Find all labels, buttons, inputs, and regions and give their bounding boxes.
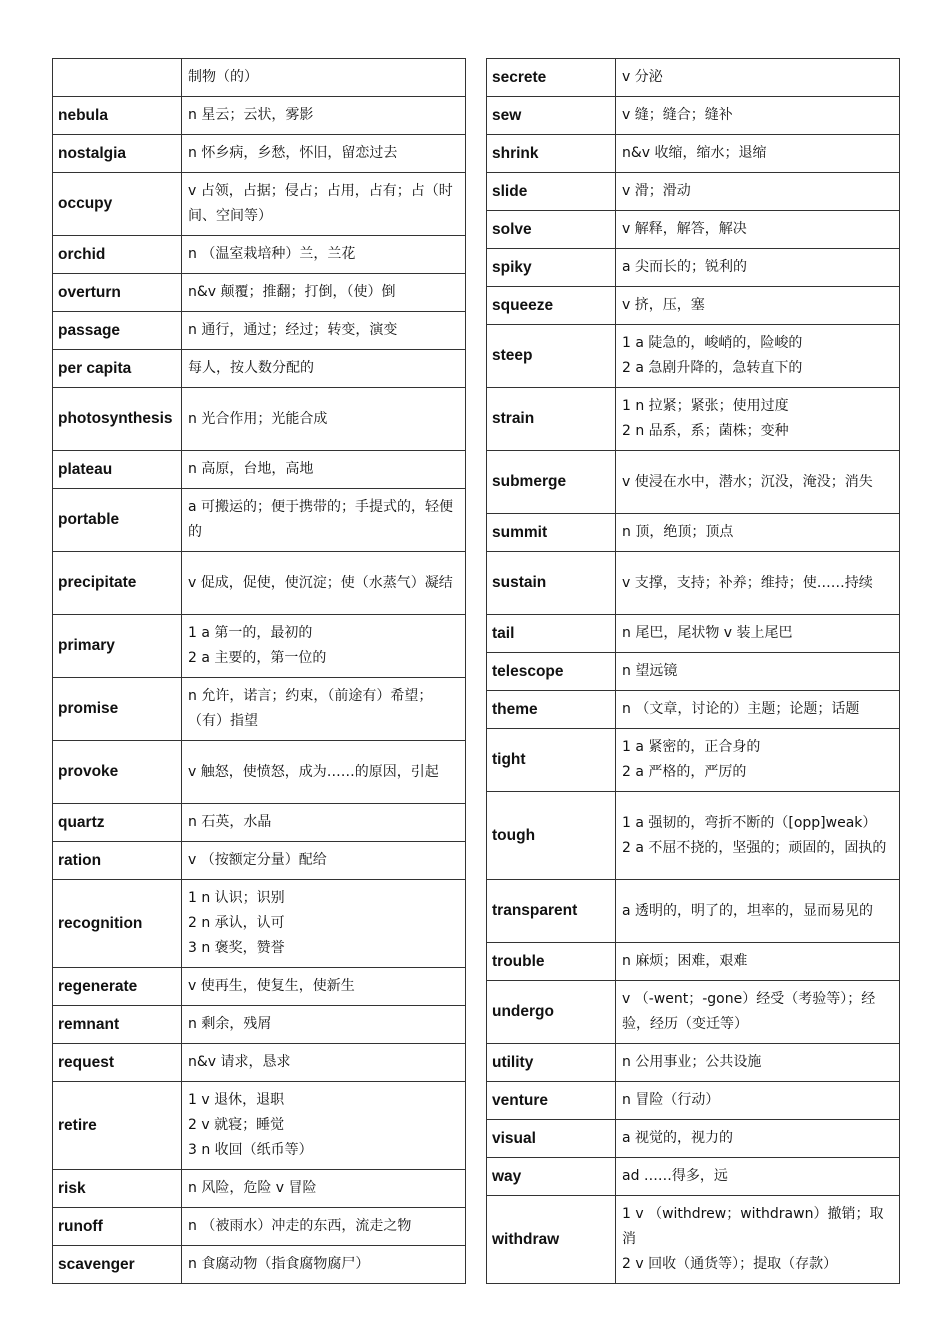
vocab-row	[487, 325, 900, 388]
definition-line: 每人，按人数分配的	[188, 360, 314, 376]
definition-line: a 视觉的，视力的	[622, 1130, 734, 1146]
vocab-row	[53, 1044, 466, 1082]
vocab-word: plateau	[53, 451, 182, 489]
vocab-word: promise	[53, 678, 182, 741]
vocab-row	[487, 287, 900, 325]
definition-line: 2 n 承认，认可	[188, 915, 285, 931]
vocab-row	[487, 514, 900, 552]
definition-line: 1 n 认识；识别	[188, 890, 285, 906]
vocab-row	[53, 968, 466, 1006]
vocab-word: summit	[487, 514, 616, 552]
vocab-word: risk	[53, 1170, 182, 1208]
definition-line: 1 n 拉紧；紧张；使用过度	[622, 398, 789, 414]
vocab-definition	[182, 312, 466, 350]
vocab-word: primary	[53, 615, 182, 678]
vocab-definition	[616, 1044, 900, 1082]
definition-line: n （文章，讨论的）主题；论题；话题	[622, 701, 860, 717]
definition-line: v 触怒，使愤怒，成为……的原因，引起	[188, 763, 439, 780]
vocab-definition	[182, 741, 466, 804]
vocab-word: nebula	[53, 97, 182, 135]
vocab-row	[53, 552, 466, 615]
definition-line: 1 a 强韧的，弯折不断的（[opp]weak）	[622, 814, 877, 831]
vocab-row	[487, 615, 900, 653]
vocab-row	[487, 552, 900, 615]
definition-line: n 剩余，残屑	[188, 1016, 272, 1032]
definition-line: 2 a 严格的，严厉的	[622, 764, 747, 780]
vocab-word: venture	[487, 1082, 616, 1120]
vocab-row	[487, 1120, 900, 1158]
vocab-definition	[616, 615, 900, 653]
definition-line: v （-went；-gone）经受（考验等）；经验，经历（变迁等）	[622, 991, 876, 1032]
vocab-row	[487, 211, 900, 249]
vocab-definition	[616, 514, 900, 552]
vocab-row	[53, 135, 466, 173]
vocab-word: withdraw	[487, 1196, 616, 1284]
vocab-definition	[616, 325, 900, 388]
vocab-row	[487, 880, 900, 943]
vocab-row	[53, 97, 466, 135]
definition-line: ad ……得多，远	[622, 1168, 728, 1184]
vocab-definition	[616, 691, 900, 729]
vocab-word: steep	[487, 325, 616, 388]
definition-line: 3 n 褒奖，赞誉	[188, 940, 285, 956]
vocab-word: shrink	[487, 135, 616, 173]
vocab-row	[487, 729, 900, 792]
definition-line: n 光合作用；光能合成	[188, 410, 328, 427]
vocab-row	[53, 804, 466, 842]
vocab-definition	[616, 1196, 900, 1284]
vocab-row	[53, 615, 466, 678]
definition-line: n 星云；云状，雾影	[188, 107, 314, 123]
vocab-definition	[182, 1044, 466, 1082]
vocab-word: sustain	[487, 552, 616, 615]
vocab-row	[53, 1208, 466, 1246]
vocab-row	[487, 943, 900, 981]
definition-line: v 促成，促使，使沉淀；使（水蒸气）凝结	[188, 574, 453, 591]
definition-line: v 挤，压，塞	[622, 297, 705, 313]
definition-line: v 占领，占据；侵占；占用，占有；占（时间、空间等）	[188, 183, 453, 224]
vocab-definition	[616, 451, 900, 514]
vocab-row	[487, 173, 900, 211]
vocab-row	[53, 842, 466, 880]
vocab-row	[53, 1082, 466, 1170]
vocab-word: utility	[487, 1044, 616, 1082]
definition-line: n （温室栽培种）兰，兰花	[188, 246, 356, 262]
vocab-definition	[182, 615, 466, 678]
vocab-definition	[182, 489, 466, 552]
vocab-word: tight	[487, 729, 616, 792]
vocab-definition	[616, 1082, 900, 1120]
vocab-definition	[616, 249, 900, 287]
vocab-row	[487, 653, 900, 691]
vocab-word: transparent	[487, 880, 616, 943]
definition-line: 1 v （withdrew；withdrawn）撤销；取消	[622, 1206, 884, 1247]
definition-line: v 支撑，支持；补养；维持；使……持续	[622, 574, 873, 591]
vocab-definition	[182, 842, 466, 880]
definition-line: n&v 收缩，缩水；退缩	[622, 145, 767, 161]
vocab-row	[53, 1170, 466, 1208]
vocab-table-left	[52, 58, 466, 1284]
vocab-word	[53, 59, 182, 97]
definition-line: n 通行，通过；经过；转变，演变	[188, 322, 398, 338]
vocab-definition	[616, 981, 900, 1044]
vocab-definition	[616, 388, 900, 451]
vocab-word: secrete	[487, 59, 616, 97]
vocab-definition	[182, 350, 466, 388]
vocab-row	[53, 312, 466, 350]
vocab-word: visual	[487, 1120, 616, 1158]
vocab-word: theme	[487, 691, 616, 729]
vocab-row	[53, 1006, 466, 1044]
vocab-row	[487, 1196, 900, 1284]
vocab-row	[53, 1246, 466, 1284]
vocab-row	[53, 173, 466, 236]
vocab-word: slide	[487, 173, 616, 211]
vocab-word: occupy	[53, 173, 182, 236]
vocab-definition	[182, 97, 466, 135]
vocab-row	[487, 59, 900, 97]
vocab-row	[487, 388, 900, 451]
definition-line: 3 n 收回（纸币等）	[188, 1142, 313, 1158]
vocab-row	[53, 350, 466, 388]
vocab-row	[53, 236, 466, 274]
vocab-definition	[616, 173, 900, 211]
definition-line: 1 v 退休，退职	[188, 1092, 285, 1108]
vocab-definition	[616, 287, 900, 325]
vocab-definition	[182, 236, 466, 274]
vocab-word: overturn	[53, 274, 182, 312]
definition-line: n 尾巴，尾状物 v 装上尾巴	[622, 625, 793, 641]
definition-line: n 允许，诺言；约束，（前途有）希望；（有）指望	[188, 688, 433, 729]
vocab-definition	[182, 59, 466, 97]
vocab-word: precipitate	[53, 552, 182, 615]
vocab-row	[53, 880, 466, 968]
definition-line: 1 a 紧密的，正合身的	[622, 739, 761, 755]
vocab-definition	[616, 653, 900, 691]
definition-line: v 解释，解答，解决	[622, 221, 747, 237]
definition-line: n&v 请求，恳求	[188, 1054, 291, 1070]
vocab-row	[53, 388, 466, 451]
definition-line: 2 n 品系，系；菌株；变种	[622, 423, 789, 439]
vocab-definition	[616, 792, 900, 880]
vocab-row	[487, 792, 900, 880]
vocab-row	[487, 135, 900, 173]
definition-line: 2 a 主要的，第一位的	[188, 650, 327, 666]
vocab-word: recognition	[53, 880, 182, 968]
vocab-row	[53, 451, 466, 489]
vocab-definition	[616, 1158, 900, 1196]
vocab-row	[487, 1082, 900, 1120]
definition-line: v 滑；滑动	[622, 183, 691, 199]
vocab-row	[487, 1158, 900, 1196]
vocab-definition	[182, 274, 466, 312]
vocab-row	[487, 97, 900, 135]
vocab-word: per capita	[53, 350, 182, 388]
vocab-word: sew	[487, 97, 616, 135]
vocab-row	[53, 678, 466, 741]
vocab-word: request	[53, 1044, 182, 1082]
vocab-definition	[182, 1208, 466, 1246]
definition-line: 2 v 回收（通货等）；提取（存款）	[622, 1256, 838, 1272]
vocab-word: ration	[53, 842, 182, 880]
vocab-word: tail	[487, 615, 616, 653]
definition-line: n 风险，危险 v 冒险	[188, 1180, 317, 1196]
vocab-word: quartz	[53, 804, 182, 842]
vocab-word: squeeze	[487, 287, 616, 325]
vocab-word: scavenger	[53, 1246, 182, 1284]
definition-line: a 可搬运的；便于携带的；手提式的，轻便的	[188, 499, 454, 540]
vocab-definition	[616, 59, 900, 97]
definition-line: n 麻烦；困难，艰难	[622, 953, 748, 969]
vocab-definition	[182, 135, 466, 173]
vocab-definition	[182, 173, 466, 236]
definition-line: v （按额定分量）配给	[188, 852, 327, 868]
vocab-word: portable	[53, 489, 182, 552]
vocab-definition	[616, 943, 900, 981]
definition-line: a 尖而长的；锐利的	[622, 259, 748, 275]
definition-line: 1 a 第一的，最初的	[188, 625, 313, 641]
vocab-definition	[616, 729, 900, 792]
vocab-word: nostalgia	[53, 135, 182, 173]
vocab-definition	[182, 552, 466, 615]
definition-line: v 使浸在水中，潜水；沉没，淹没；消失	[622, 473, 873, 490]
vocab-word: photosynthesis	[53, 388, 182, 451]
vocab-row	[487, 981, 900, 1044]
definition-line: n 望远镜	[622, 663, 678, 679]
vocab-row	[53, 274, 466, 312]
vocab-row	[53, 59, 466, 97]
vocab-word: regenerate	[53, 968, 182, 1006]
definition-line: 2 a 急剧升降的，急转直下的	[622, 360, 803, 376]
vocab-row	[487, 691, 900, 729]
vocab-definition	[616, 97, 900, 135]
definition-line: n 公用事业；公共设施	[622, 1054, 762, 1070]
definition-line: n （被雨水）冲走的东西，流走之物	[188, 1218, 412, 1234]
definition-line: n 顶，绝顶；顶点	[622, 524, 734, 540]
definition-line: n 怀乡病，乡愁，怀旧，留恋过去	[188, 145, 398, 161]
vocab-word: orchid	[53, 236, 182, 274]
definition-line: 1 a 陡急的，峻峭的，险峻的	[622, 335, 803, 351]
vocab-definition	[616, 135, 900, 173]
definition-line: v 分泌	[622, 69, 663, 85]
vocab-definition	[182, 1246, 466, 1284]
definition-line: n 石英，水晶	[188, 814, 272, 830]
definition-line: 2 v 就寝；睡觉	[188, 1117, 285, 1133]
vocab-definition	[182, 1170, 466, 1208]
definition-line: v 使再生，使复生，使新生	[188, 978, 355, 994]
vocab-definition	[616, 1120, 900, 1158]
vocab-word: strain	[487, 388, 616, 451]
vocab-table-right	[486, 58, 900, 1284]
vocab-definition	[182, 1082, 466, 1170]
vocab-row	[53, 741, 466, 804]
definition-line: v 缝；缝合；缝补	[622, 107, 733, 123]
definition-line: n 高原，台地，高地	[188, 461, 314, 477]
vocab-word: passage	[53, 312, 182, 350]
vocab-definition	[616, 211, 900, 249]
definition-line: 2 a 不屈不挠的，坚强的；顽固的，固执的	[622, 839, 887, 856]
vocab-row	[53, 489, 466, 552]
vocab-row	[487, 451, 900, 514]
vocab-word: undergo	[487, 981, 616, 1044]
definition-line: 制物（的）	[188, 69, 258, 85]
vocab-definition	[182, 804, 466, 842]
vocab-definition	[182, 1006, 466, 1044]
vocab-word: tough	[487, 792, 616, 880]
vocab-row	[487, 249, 900, 287]
definition-line: n&v 颠覆；推翻；打倒，（使）倒	[188, 284, 396, 300]
vocab-definition	[616, 880, 900, 943]
definition-line: n 食腐动物（指食腐物腐尸）	[188, 1256, 370, 1272]
vocab-word: provoke	[53, 741, 182, 804]
definition-line: n 冒险（行动）	[622, 1092, 720, 1108]
vocab-row	[487, 1044, 900, 1082]
vocab-word: submerge	[487, 451, 616, 514]
vocab-word: spiky	[487, 249, 616, 287]
vocab-definition	[182, 388, 466, 451]
vocab-definition	[616, 552, 900, 615]
vocab-word: telescope	[487, 653, 616, 691]
vocab-definition	[182, 451, 466, 489]
vocab-word: retire	[53, 1082, 182, 1170]
vocab-word: solve	[487, 211, 616, 249]
vocab-word: runoff	[53, 1208, 182, 1246]
vocab-word: remnant	[53, 1006, 182, 1044]
definition-line: a 透明的，明了的，坦率的，显而易见的	[622, 902, 874, 919]
vocab-word: trouble	[487, 943, 616, 981]
vocab-word: way	[487, 1158, 616, 1196]
vocab-definition	[182, 880, 466, 968]
vocab-definition	[182, 968, 466, 1006]
vocab-definition	[182, 678, 466, 741]
